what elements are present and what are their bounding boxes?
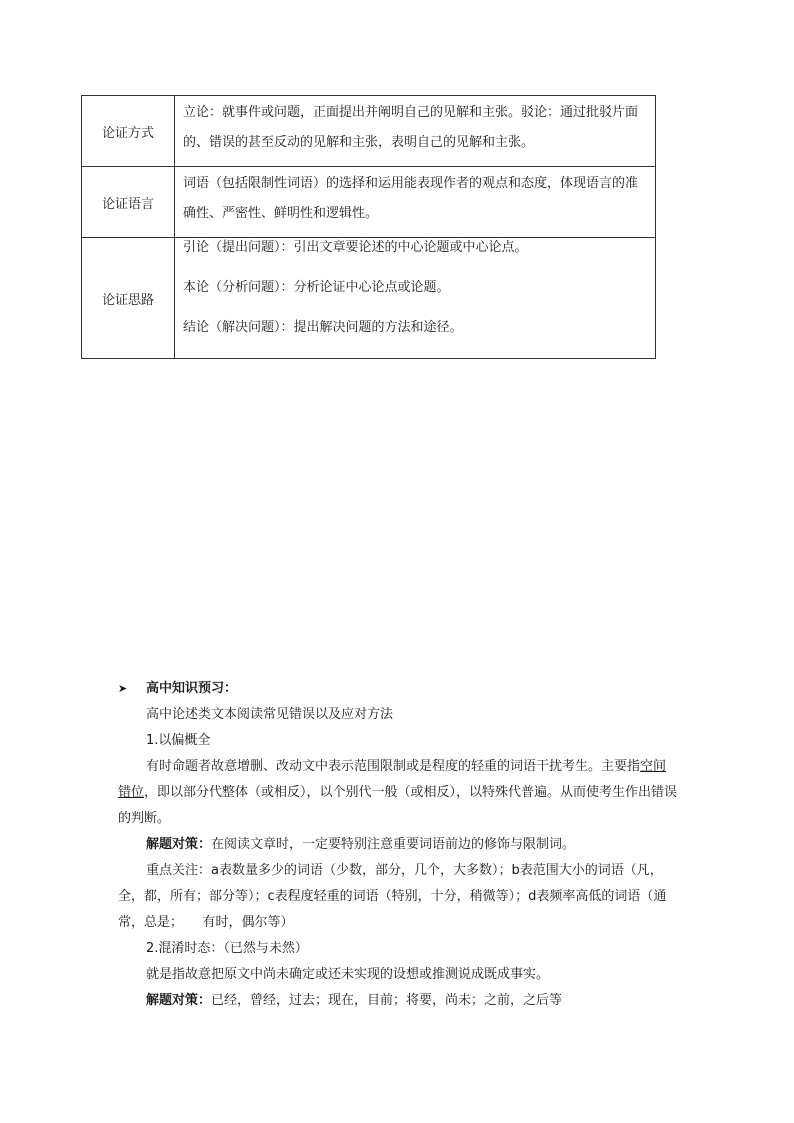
table-row (82, 167, 656, 238)
preview-subtitle: 高中论述类文本阅读常见错误以及应对方法 (146, 707, 394, 722)
section1-title: 1.以偏概全 (146, 733, 211, 748)
section2-paragraph: 就是指故意把原文中尚未确定或还未实现的设想或推测说成既成事实。 (146, 967, 550, 982)
strategy-label: 解题对策： (146, 837, 212, 852)
row-label: 论证语言 (82, 167, 175, 238)
row-content: 立论：就事件或问题，正面提出并阐明自己的见解和主张。驳论：通过批驳片面的、错误的甚至反动的见解和主张，表明自己的见解和主张。 (175, 96, 656, 167)
strategy-label: 解题对策： (146, 993, 212, 1008)
argument-table (81, 95, 656, 359)
section1-strategy (118, 832, 678, 858)
section1-paragraph (118, 754, 678, 832)
section2-title: 2.混淆时态：（已然与未然） (146, 941, 308, 956)
section1-underlined-term: 空间错位 (118, 759, 667, 800)
section2-strategy (118, 988, 678, 1014)
table-row (82, 96, 656, 167)
preview-heading-text: 高中知识预习： (146, 681, 238, 696)
strategy-text: 在阅读文章时，一定要特别注意重要词语前边的修饰与限制词。 (211, 837, 576, 852)
strategy-text: 已经，曾经，过去；现在，目前；将要，尚未；之前，之后等 (211, 993, 563, 1008)
paragraph-body: 本论（分析问题）：分析论证中心论点或论题。 (183, 280, 450, 295)
paragraph-conclusion: 结论（解决问题）：提出解决问题的方法和途径。 (183, 320, 463, 335)
preview-section (118, 676, 678, 1014)
section1-text-b: ，即以部分代整体（或相反），以个别代一般（或相反），以特殊代普遍。从而使考生作出错误的判断。 (118, 785, 678, 826)
row-content (175, 238, 656, 359)
preview-heading (118, 676, 678, 702)
table-row (82, 238, 656, 359)
paragraph-intro: 引论（提出问题）：引出文章要论述的中心论题或中心论点。 (183, 240, 528, 255)
section1-focus: 重点关注：a表数量多少的词语（少数，部分，几个，大多数）；b表范围大小的词语（凡，全，都，所有；部分等）；c表程度轻重的词语（特别，十分，稍微等）；d表频率高低的词语（通常，总是； 有时，偶尔等） (118, 863, 667, 930)
section1-text-a: 有时命题者故意增删、改动文中表示范围限制或是程度的轻重的词语干扰考生。主要指 (146, 759, 641, 774)
row-label: 论证方式 (82, 96, 175, 167)
arrow-bullet-icon: ➤ (118, 682, 128, 695)
row-content: 词语（包括限制性词语）的选择和运用能表现作者的观点和态度，体现语言的准确性、严密性、鲜明性和逻辑性。 (175, 167, 656, 238)
row-label: 论证思路 (82, 238, 175, 359)
